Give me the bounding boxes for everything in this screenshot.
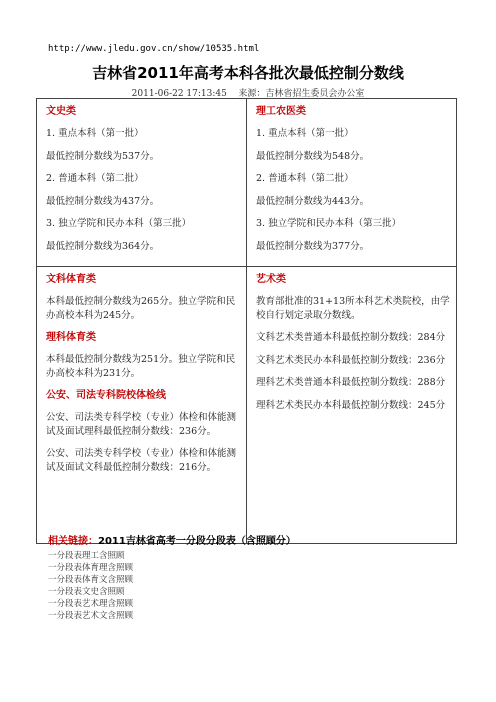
wenshi-line-2: 最低控制分数线为537分。 bbox=[46, 150, 160, 162]
link-item[interactable]: 一分段表文史含照顾 bbox=[48, 587, 125, 597]
publish-datetime: 2011-06-22 17:13:45 bbox=[131, 89, 227, 99]
wenshi-line-3: 2. 普通本科（第二批） bbox=[46, 173, 144, 184]
cell-art bbox=[247, 267, 457, 544]
related-title[interactable]: 2011吉林省高考一分段分段表（含照顾分） bbox=[98, 536, 296, 547]
cell-sports-police bbox=[37, 267, 247, 544]
heading-wenti: 文科体育类 bbox=[46, 274, 96, 285]
art-line-1: 文科艺术类普通本科最低控制分数线：284分 bbox=[256, 332, 446, 343]
link-item[interactable]: 一分段表体育理含照顾 bbox=[48, 563, 134, 573]
wenshi-line-4: 最低控制分数线为437分。 bbox=[46, 195, 160, 207]
ligong-line-1: 1. 重点本科（第一批） bbox=[256, 128, 354, 139]
link-item[interactable]: 一分段表理工含照顾 bbox=[48, 551, 125, 561]
wenshi-line-5: 3. 独立学院和民办本科（第三批） bbox=[46, 218, 192, 229]
page-title: 吉林省2011年高考本科各批次最低控制分数线 bbox=[92, 64, 404, 82]
ligong-line-4: 最低控制分数线为443分。 bbox=[256, 195, 370, 207]
art-line-4: 理科艺术类民办本科最低控制分数线：245分 bbox=[256, 399, 446, 411]
related-links bbox=[48, 532, 296, 547]
art-line-2: 文科艺术类民办本科最低控制分数线：236分 bbox=[256, 354, 446, 366]
liti-text: 本科最低控制分数线为251分。独立学院和民办高校本科为231分。 bbox=[46, 354, 236, 379]
ligong-line-2: 最低控制分数线为548分。 bbox=[256, 150, 370, 162]
link-item[interactable]: 一分段表艺术文含照顾 bbox=[48, 611, 134, 621]
source-label: 来源：吉林省招生委员会办公室 bbox=[238, 89, 365, 99]
link-item[interactable]: 一分段表体育文含照顾 bbox=[48, 575, 134, 585]
related-label: 相关链接： bbox=[48, 536, 98, 547]
wenshi-line-6: 最低控制分数线为364分。 bbox=[46, 240, 160, 252]
cell-wenshi bbox=[37, 99, 247, 267]
ligong-line-5: 3. 独立学院和民办本科（第三批） bbox=[256, 218, 402, 229]
cell-ligong bbox=[247, 99, 457, 267]
ligong-line-3: 2. 普通本科（第二批） bbox=[256, 173, 354, 184]
police-text-2: 公安、司法类专科学校（专业）体检和体能测试及面试文科最低控制分数线：216分。 bbox=[46, 448, 237, 473]
art-intro: 教育部批准的31+13所本科艺术类院校，由学校自行划定录取分数线。 bbox=[256, 296, 450, 321]
art-line-3: 理科艺术类普通本科最低控制分数线：288分 bbox=[256, 377, 446, 388]
link-item[interactable]: 一分段表艺术理含照顾 bbox=[48, 599, 134, 609]
ligong-line-6: 最低控制分数线为377分。 bbox=[256, 240, 370, 252]
heading-art: 艺术类 bbox=[256, 274, 286, 285]
score-table bbox=[36, 98, 457, 544]
police-text-1: 公安、司法类专科学校（专业）体检和体能测试及面试理科最低控制分数线：236分。 bbox=[46, 412, 237, 437]
heading-ligong: 理工农医类 bbox=[256, 106, 306, 117]
page-url[interactable]: http://www.jledu.gov.cn/show/10535.html bbox=[48, 44, 260, 54]
download-link-list bbox=[48, 550, 133, 622]
wenti-text: 本科最低控制分数线为265分。独立学院和民办高校本科为245分。 bbox=[46, 296, 236, 321]
heading-police: 公安、司法专科院校体检线 bbox=[46, 390, 166, 401]
heading-wenshi: 文史类 bbox=[46, 106, 76, 117]
wenshi-line-1: 1. 重点本科（第一批） bbox=[46, 128, 144, 139]
heading-liti: 理科体育类 bbox=[46, 332, 96, 343]
